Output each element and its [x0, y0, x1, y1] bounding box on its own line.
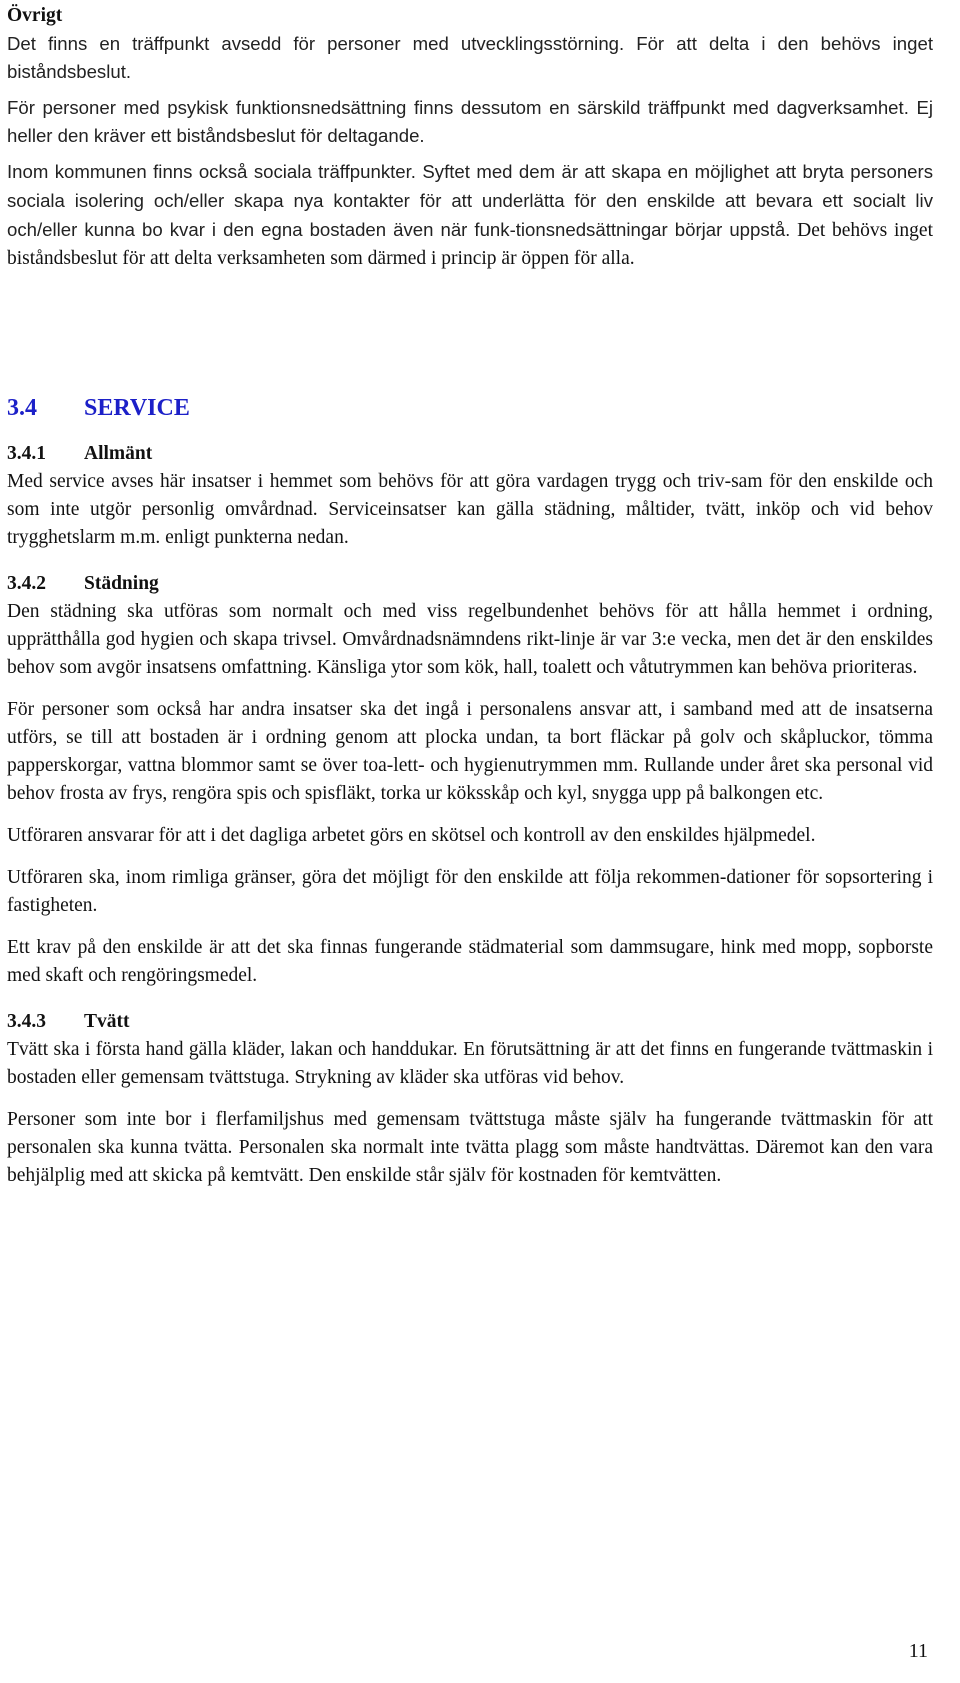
page-number: 11	[908, 1640, 928, 1662]
heading-allmant-number: 3.4.1	[7, 443, 46, 464]
paragraph-ovrigt-3-serif: Det behövs inget biståndsbeslut för att delta verksamheten som därmed i princip är öppen för alla.	[7, 220, 934, 269]
heading-stadning-number: 3.4.2	[7, 573, 46, 594]
paragraph-allmant-1: Med service avses här insatser i hemmet som behövs för att göra vardagen trygg och triv-sam för den enskilde och som inte utgör personlig omvårdnad. Serviceinsatser kan gälla städning, måltider, tvätt, inköp och vid behov trygghetslarm m.m. enligt punkterna nedan.	[7, 471, 933, 548]
heading-stadning-title: Städning	[84, 573, 159, 594]
paragraph-stadning-1: Den städning ska utföras som normalt och med viss regelbundenhet behövs för att hålla hemmet i ordning, upprätthålla god hygien och skapa trivsel. Omvårdnadsnämndens rikt-linje är var 3:e vecka, men det är den enskildes behov som avgör insatsens omfattning. Känsliga ytor som kök, hall, toalett och våtutrymmen kan behöva prioriteras.	[7, 601, 933, 678]
heading-service-number: 3.4	[7, 395, 37, 421]
paragraph-stadning-4: Utföraren ska, inom rimliga gränser, göra det möjligt för den enskilde att följa rekommen-dationer för sopsortering i fastigheten.	[7, 867, 933, 916]
heading-service	[7, 393, 190, 423]
paragraph-ovrigt-2: För personer med psykisk funktionsnedsättning finns dessutom en särskild träffpunkt med dagverksamhet. Ej heller den kräver ett biståndsbeslut för deltagande.	[7, 97, 933, 146]
paragraph-ovrigt-3	[7, 158, 933, 273]
heading-service-title: SERVICE	[84, 395, 190, 421]
heading-allmant-title: Allmänt	[84, 443, 153, 464]
heading-tvatt-number: 3.4.3	[7, 1011, 46, 1032]
paragraph-ovrigt-3-sans: Inom kommunen finns också sociala träffpunkter. Syftet med dem är att skapa en möjlighet att bryta personers sociala isolering och/eller skapa nya kontakter för att underlätta för den enskilde att bevara ett socialt liv och/eller kunna bo kvar i den egna bostaden även när funk-tionsnedsättningar börjar uppstå.	[7, 161, 933, 240]
heading-allmant	[7, 440, 933, 468]
heading-tvatt-title: Tvätt	[84, 1011, 130, 1032]
paragraph-stadning-2: För personer som också har andra insatser ska det ingå i personalens ansvar att, i samband med att de insatserna utförs, se till att bostaden är i ordning genom att plocka undan, ta bort fläckar på golv och skåpluckor, tömma papperskorgar, vattna blommor samt se över toa-lett- och hygienutrymmen mm. Rullande under året ska personal vid behov frosta av frys, rengöra spis och spisfläkt, torka ur köksskåp och kyl, snygga upp på balkongen etc.	[7, 699, 933, 804]
paragraph-tvatt-2: Personer som inte bor i flerfamiljshus med gemensam tvättstuga måste själv ha fungerande tvättmaskin för att personalen ska kunna tvätta. Personalen ska normalt inte tvätta plagg som måste handtvättas. Däremot kan den vara behjälplig med att skicka på kemtvätt. Den enskilde står själv för kostnaden för kemtvätten.	[7, 1109, 933, 1186]
paragraph-stadning-3: Utföraren ansvarar för att i det dagliga arbetet görs en skötsel och kontroll av den enskildes hjälpmedel.	[7, 825, 816, 846]
section-service-body	[7, 440, 933, 1190]
paragraph-tvatt-1: Tvätt ska i första hand gälla kläder, lakan och handdukar. En förutsättning är att det finns en fungerande tvättmaskin i bostaden eller gemensam tvättstuga. Strykning av kläder ska utföras vid behov.	[7, 1039, 933, 1088]
paragraph-stadning-5: Ett krav på den enskilde är att det ska finnas fungerande städmaterial som dammsugare, hink med mopp, sopborste med skaft och rengöringsmedel.	[7, 937, 933, 986]
paragraph-ovrigt-1: Det finns en träffpunkt avsedd för personer med utvecklingsstörning. För att delta i den behövs inget biståndsbeslut.	[7, 33, 933, 82]
heading-ovrigt: Övrigt	[7, 5, 63, 26]
section-ovrigt	[7, 2, 933, 273]
heading-stadning	[7, 570, 933, 598]
heading-tvatt	[7, 1008, 933, 1036]
